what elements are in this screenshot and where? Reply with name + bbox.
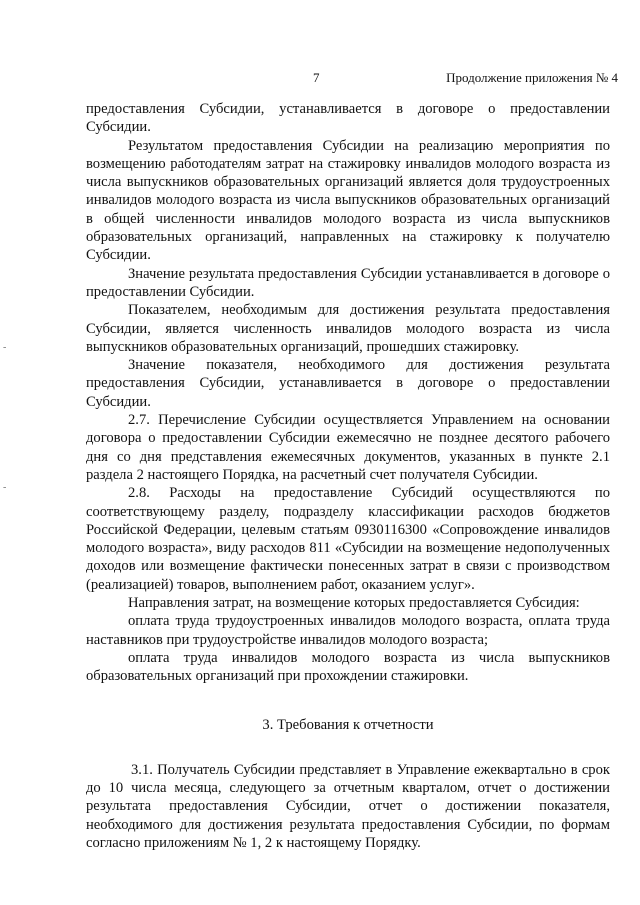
paragraph: Направления затрат, на возмещение которых предоставляется Субсидия: <box>128 595 580 612</box>
margin-mark: - <box>3 482 7 493</box>
margin-mark: - <box>3 342 7 353</box>
list-item: оплата труда инвалидов молодого возраста из числа выпускников образовательных организаций при прохождении стажировки. <box>86 649 610 685</box>
paragraph: Значение результата предоставления Субсидии устанавливается в договоре о предоставлении Субсидии. <box>86 265 610 300</box>
paragraph: предоставления Субсидии, устанавливается в договоре о предоставлении Субсидии. <box>86 101 610 136</box>
list-item: оплата труда трудоустроенных инвалидов молодого возраста, оплата труда наставников при трудоустройстве инвалидов молодого возраста; <box>86 613 610 648</box>
page-number: 7 <box>313 70 320 85</box>
paragraph: Значение показателя, необходимого для достижения результата предоставления Субсидии, устанавливается в договоре о предоставлении Субсидии. <box>86 357 610 410</box>
paragraph: Показателем, необходимым для достижения результата предоставления Субсидии, является численность инвалидов молодого возраста из числа выпускников образовательных организаций, прошедших стажировку. <box>86 302 610 355</box>
document-body <box>86 100 610 852</box>
section-heading: 3. Требования к отчетности <box>262 716 434 733</box>
paragraph-2-7: 2.7. Перечисление Субсидии осуществляется Управлением на основании договора о предоставлении Субсидии ежемесячно не позднее десятого рабочего дня со дня представления ежемесячных документов, указанных в пункте 2.1 раздела 2 настоящего Порядка, на расчетный счет получателя Субсидии. <box>86 412 610 483</box>
paragraph-2-8: 2.8. Расходы на предоставление Субсидий осуществляются по соответствующему разделу, подразделу классификации расходов бюджетов Российской Федерации, целевым статьям 0930116300 «Сопровождение инвалидов молодого возраста», виду расходов 811 «Субсидии на возмещение недополученных доходов или возмещение фактически понесенных затрат в связи с производством (реализацией) товаров, выполнением работ, оказанием услуг». <box>86 485 610 593</box>
paragraph: Результатом предоставления Субсидии на реализацию мероприятия по возмещению работодателям затрат на стажировку инвалидов молодого возраста из числа выпускников образовательных организаций является доля трудоустроенных инвалидов молодого возраста из числа выпускников образовательных организаций в общей численности инвалидов молодого возраста из числа выпускников образовательных организаций, направленных на стажировку к получателю Субсидии. <box>86 137 610 264</box>
appendix-continuation-label: Продолжение приложения № 4 <box>446 70 618 85</box>
paragraph-3-1: 3.1. Получатель Субсидии представляет в Управление ежеквартально в срок до 10 числа месяца, следующего за отчетным кварталом, отчет о достижении результата предоставления Субсидии, отчет о достижении показателя, необходимого для достижения результата предоставления Субсидии, по формам согласно приложениям № 1, 2 к настоящему Порядку. <box>86 761 610 851</box>
